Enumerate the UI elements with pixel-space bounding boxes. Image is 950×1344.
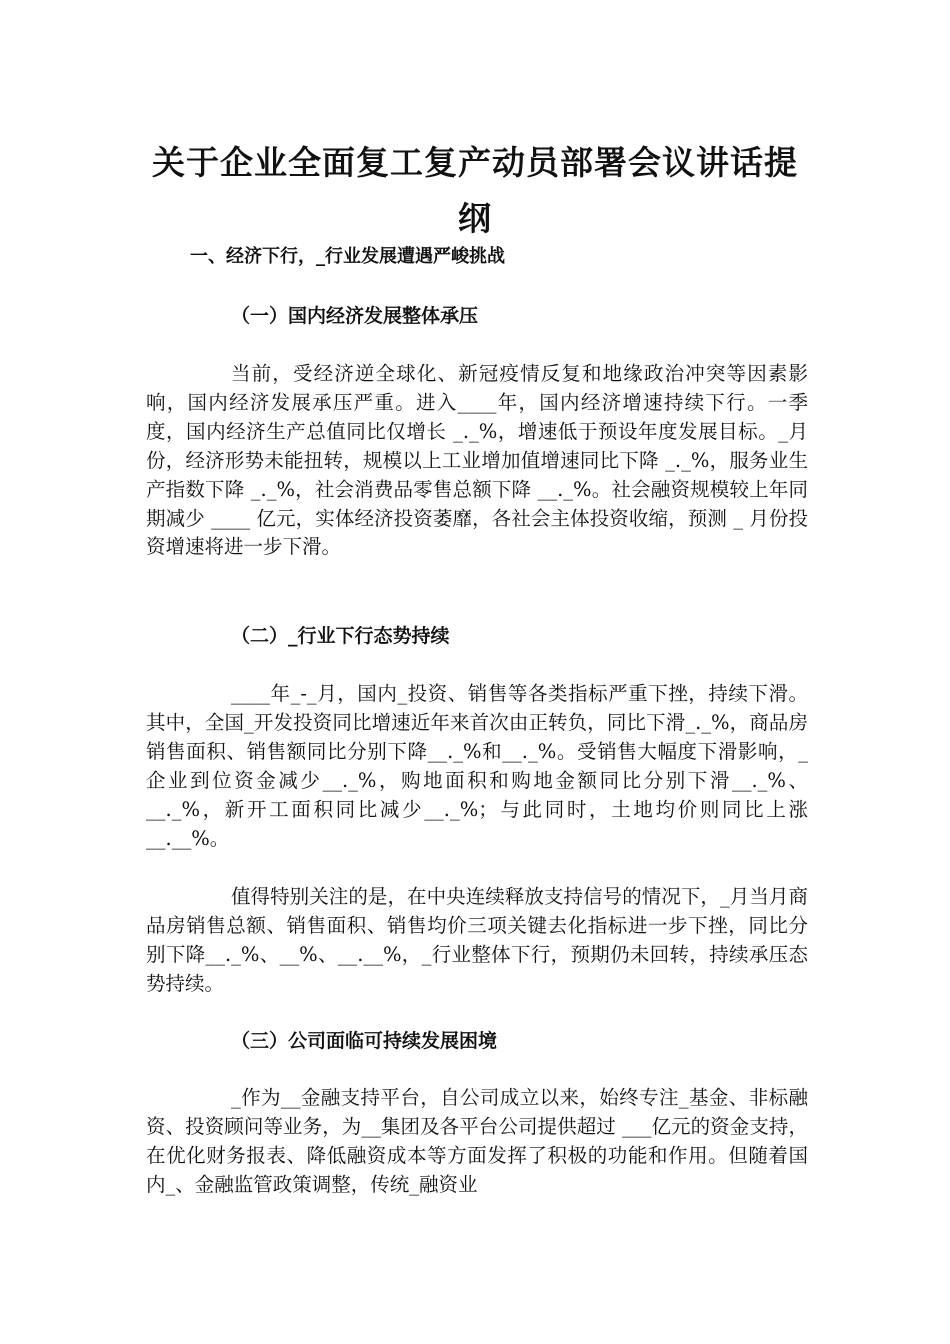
paragraph-key-indicators: 值得特别关注的是，在中央连续释放支持信号的情况下，_月当月商品房销售总额、销售面积、销售均价三项关键去化指标进一步下挫，同比分别下降__._%、__%、__.__%，_行业整体下行，预期仍未回转，持续承压态势持续。 (146, 885, 808, 995)
subsection-heading-3: （三）公司面临可持续发展困境 (231, 1030, 498, 1052)
paragraph-economy: 当前，受经济逆全球化、新冠疫情反复和地缘政治冲突等因素影响，国内经济发展承压严重。进入____年，国内经济增速持续下行。一季度，国内经济生产总值同比仅增长 _._%，增速低于预设年度发展目标。_月份，经济形势未能扭转，规模以上工业增加值增速同比下降 _._%，服务业生产指数下降 _._%，社会消费品零售总额下降 __._%。社会融资规模较上年同期减少 ____ 亿元，实体经济投资萎靡，各社会主体投资收缩，预测 _ 月份投资增速将进一步下滑。 (146, 362, 808, 559)
paragraph-company-dilemma: _作为__金融支持平台，自公司成立以来，始终专注_基金、非标融资、投资顾问等业务，为__集团及各平台公司提供超过 ___亿元的资金支持，在优化财务报表、降低融资成本等方面发挥了积极的功能和作用。但随着国内_、金融监管政策调整，传统_融资业 (146, 1086, 808, 1196)
subsection-heading-2: （二）_行业下行态势持续 (231, 625, 450, 647)
paragraph-industry-decline: ____年_-_月，国内_投资、销售等各类指标严重下挫，持续下滑。其中，全国_开发投资同比增速近年来首次由正转负，同比下滑_._%，商品房销售面积、销售额同比分别下降__._%和__._%。受销售大幅度下滑影响，_企业到位资金减少__._%，购地面积和购地金额同比分别下滑__._%、__._%，新开工面积同比减少__._%；与此同时，土地均价则同比上涨__.__%。 (146, 682, 808, 850)
section-heading-1: 一、经济下行，_行业发展遭遇严峻挑战 (190, 246, 505, 267)
subsection-heading-1: （一）国内经济发展整体承压 (231, 305, 479, 327)
document-title: 关于企业全面复工复产动员部署会议讲话提纲 (152, 143, 798, 238)
